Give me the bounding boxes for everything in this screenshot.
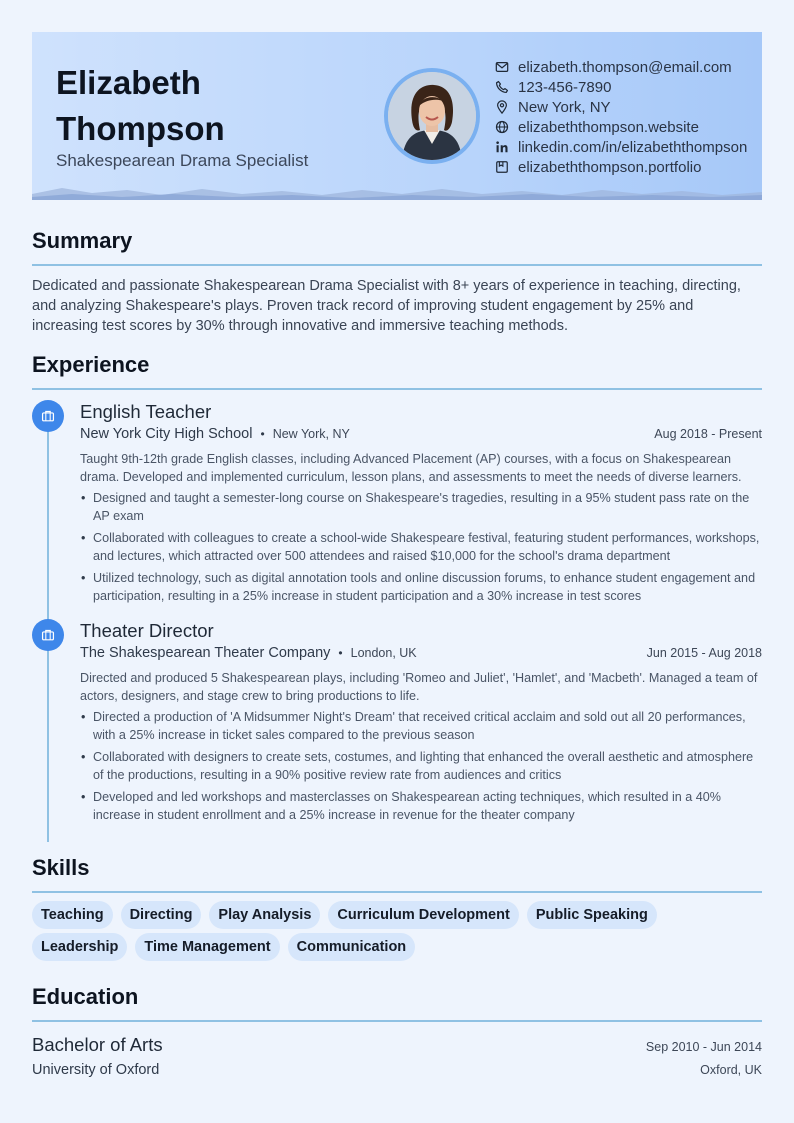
contact-linkedin[interactable]	[495, 137, 747, 157]
skill-chip: Curriculum Development	[328, 901, 518, 929]
job-dates: Jun 2015 - Aug 2018	[646, 646, 762, 660]
job-achievements	[80, 708, 762, 824]
job-meta	[80, 426, 762, 450]
job-meta	[80, 645, 762, 669]
experience-timeline	[32, 400, 762, 824]
portfolio-icon	[495, 160, 509, 174]
timeline-marker	[32, 400, 64, 432]
summary-section	[32, 228, 762, 336]
contact-email[interactable]	[495, 57, 747, 77]
skill-chip: Teaching	[32, 901, 113, 929]
experience-heading: Experience	[32, 352, 762, 390]
achievement-item: • Utilized technology, such as digital annotation tools and online discussion forums, to enhance student engagement and participation, resulting in a 25% increase in student participation and a 30% increase in test scores	[80, 569, 762, 605]
header-wave-decoration	[32, 184, 762, 200]
job-company: The Shakespearean Theater Company	[80, 645, 331, 661]
job-description: Taught 9th-12th grade English classes, including Advanced Placement (AP) courses, with a focus on Shakespearean drama. Developed and implemented curriculum, lesson plans, and assessments to meet the needs of diverse learners.	[80, 452, 742, 484]
resume-page	[32, 32, 762, 1078]
skill-chip: Directing	[121, 901, 202, 929]
email-icon	[495, 60, 509, 74]
skill-chip: Public Speaking	[527, 901, 657, 929]
job-dates: Aug 2018 - Present	[654, 427, 762, 441]
skills-heading: Skills	[32, 855, 762, 893]
job-company: New York City High School	[80, 426, 253, 442]
globe-icon	[495, 120, 509, 134]
contact-website-text: elizabeththompson.website	[518, 118, 699, 136]
location-icon	[495, 100, 509, 114]
achievement-item: • Collaborated with designers to create sets, costumes, and lighting that enhanced the overall aesthetic and atmosphere of the productions, resulting in a 90% positive review rate from audiences and critics	[80, 748, 762, 784]
skill-chip: Time Management	[135, 933, 279, 961]
contact-portfolio-text: elizabeththompson.portfolio	[518, 158, 702, 176]
skill-chip: Leadership	[32, 933, 127, 961]
timeline-marker	[32, 619, 64, 651]
achievement-item: • Directed a production of 'A Midsummer Night's Dream' that received critical acclaim and sold out all 20 performances, with a 25% increase in ticket sales compared to the previous season	[80, 708, 762, 744]
linkedin-icon	[495, 140, 509, 154]
profile-photo	[384, 68, 480, 164]
contact-phone-text: 123-456-7890	[518, 78, 612, 96]
briefcase-icon	[41, 628, 55, 642]
job-entry	[32, 619, 762, 824]
meta-separator: •	[260, 427, 265, 441]
education-section	[32, 984, 762, 1078]
job-entry	[32, 400, 762, 605]
phone-icon	[495, 80, 509, 94]
job-title: Theater Director	[80, 620, 214, 641]
contact-email-text: elizabeth.thompson@email.com	[518, 58, 732, 76]
contact-linkedin-text: linkedin.com/in/elizabeththompson	[518, 138, 748, 156]
job-location: London, UK	[350, 646, 417, 660]
profile-photo-image	[388, 72, 476, 160]
education-dates: Sep 2010 - Jun 2014	[645, 1040, 762, 1054]
job-achievements	[80, 489, 762, 605]
contact-phone[interactable]	[495, 77, 747, 97]
achievement-item: • Designed and taught a semester-long course on Shakespeare's tragedies, resulting in a 95% student pass rate on the AP exam	[80, 489, 762, 525]
education-school: University of Oxford	[32, 1062, 160, 1078]
summary-text: Dedicated and passionate Shakespearean Drama Specialist with 8+ years of experience in teaching, directing, and analyzing Shakespeare's plays. Proven track record of improving student engagement by 25% and increasing test scores by 30% through innovative and immersive teaching methods.	[32, 278, 741, 334]
summary-heading: Summary	[32, 228, 762, 266]
job-location: New York, NY	[272, 427, 350, 441]
education-entry	[32, 1034, 762, 1056]
education-details	[32, 1062, 762, 1078]
achievement-item: • Developed and led workshops and masterclasses on Shakespearean acting techniques, which resulted in a 40% increase in student enrollment and a 25% increase in revenue for the theater company	[80, 788, 762, 824]
job-description: Directed and produced 5 Shakespearean plays, including 'Romeo and Juliet', 'Hamlet', and 'Macbeth'. Managed a team of actors, designers, and stage crew to bring productions to life.	[80, 671, 758, 703]
skills-section	[32, 855, 762, 965]
contact-location	[495, 97, 747, 117]
achievement-item: • Collaborated with colleagues to create a school-wide Shakespeare festival, featuring student performances, workshops, and lectures, which attracted over 500 attendees and raised $10,000 for the school's drama department	[80, 529, 762, 565]
contact-portfolio[interactable]	[495, 157, 747, 177]
education-location: Oxford, UK	[700, 1063, 762, 1077]
job-title: English Teacher	[80, 401, 212, 422]
meta-separator: •	[338, 646, 343, 660]
briefcase-icon	[41, 409, 55, 423]
candidate-title: Shakespearean Drama Specialist	[56, 151, 309, 170]
education-degree: Bachelor of Arts	[32, 1034, 163, 1055]
skill-chip: Play Analysis	[209, 901, 320, 929]
contact-website[interactable]	[495, 117, 747, 137]
contact-location-text: New York, NY	[518, 98, 611, 116]
skill-chip: Communication	[288, 933, 416, 961]
education-heading: Education	[32, 984, 762, 1022]
contact-list	[495, 57, 747, 177]
resume-header	[32, 32, 762, 200]
skills-list	[32, 901, 762, 965]
candidate-name: Elizabeth Thompson	[56, 64, 225, 147]
experience-section	[32, 352, 762, 828]
